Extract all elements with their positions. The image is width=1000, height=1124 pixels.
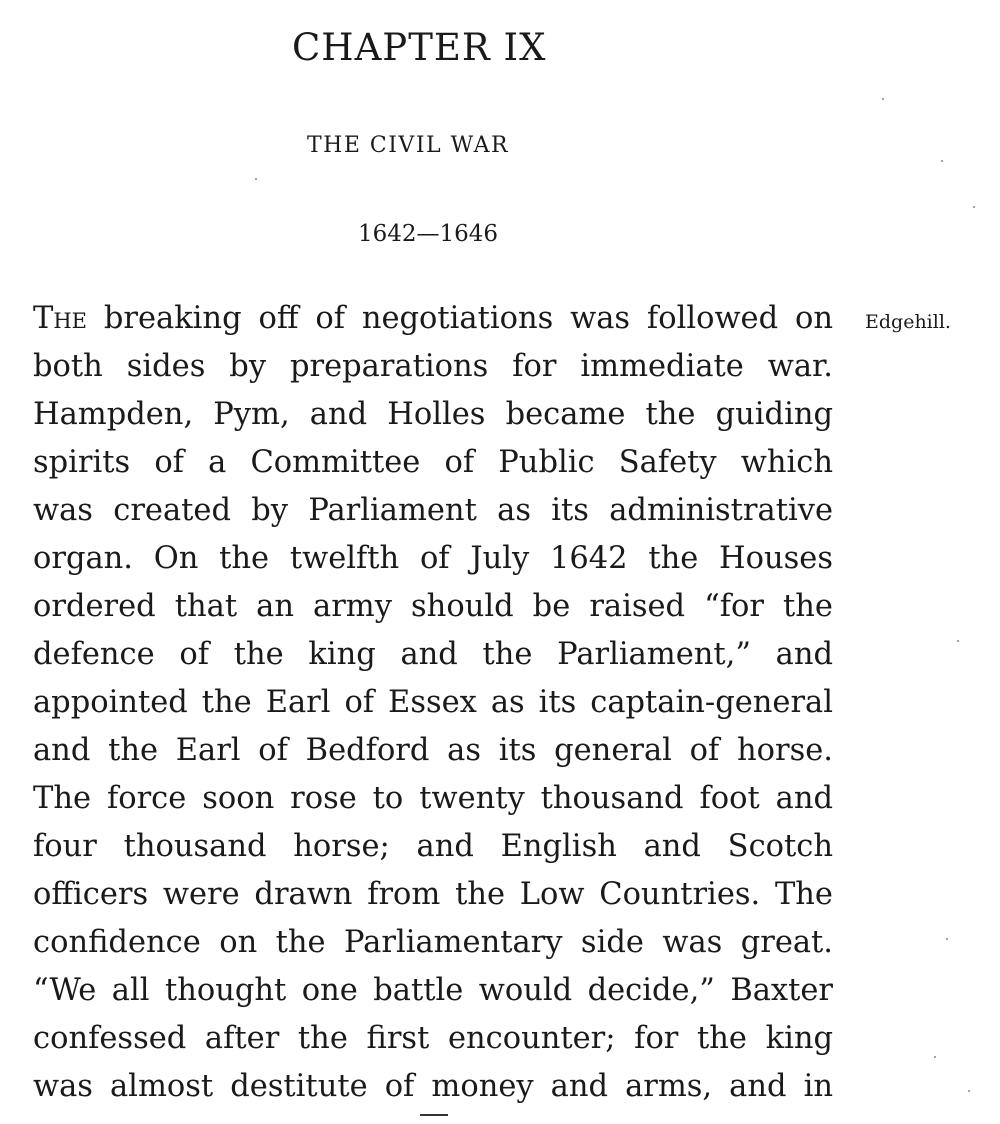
text-line: appointed the Earl of Essex as its captain-general xyxy=(33,685,833,720)
text-line: was created by Parliament as its administrative xyxy=(33,493,833,528)
text-line: organ. On the twelfth of July 1642 the Houses xyxy=(33,541,833,576)
text-line: confidence on the Parliamentary side was great. xyxy=(33,925,833,960)
text-line: confessed after the first encounter; for the king xyxy=(33,1021,833,1056)
lead-word: The xyxy=(33,301,87,336)
text-line: officers were drawn from the Low Countries. The xyxy=(33,877,833,912)
text-line-content: breaking off of negotiations was followed on xyxy=(103,301,833,336)
text-line: “We all thought one battle would decide,” Baxter xyxy=(33,973,833,1008)
scan-speck xyxy=(882,98,884,100)
text-line: The force soon rose to twenty thousand foot and xyxy=(33,781,833,816)
chapter-title: CHAPTER IX xyxy=(292,26,547,69)
scan-speck xyxy=(973,206,975,208)
text-line: Hampden, Pym, and Holles became the guiding xyxy=(33,397,833,432)
page-bottom-mark xyxy=(420,1114,448,1120)
text-line: four thousand horse; and English and Scotch xyxy=(33,829,833,864)
text-line: and the Earl of Bedford as its general of horse. xyxy=(33,733,833,768)
scan-speck xyxy=(255,178,257,180)
scan-speck xyxy=(946,938,948,940)
body-paragraph xyxy=(33,295,833,1111)
text-line: was almost destitute of money and arms, and in xyxy=(33,1069,833,1104)
chapter-subtitle: THE CIVIL WAR xyxy=(307,133,510,158)
text-line: defence of the king and the Parliament,” and xyxy=(33,637,833,672)
scan-speck xyxy=(941,160,943,162)
text-line: both sides by preparations for immediate war. xyxy=(33,349,833,384)
scan-speck xyxy=(934,1056,936,1058)
margin-note: Edgehill. xyxy=(865,311,951,333)
scan-speck xyxy=(968,1090,970,1092)
text-line xyxy=(33,295,833,343)
text-line: ordered that an army should be raised “for the xyxy=(33,589,833,624)
text-line: spirits of a Committee of Public Safety which xyxy=(33,445,833,480)
scan-speck xyxy=(957,640,959,642)
chapter-date-range: 1642—1646 xyxy=(358,221,499,247)
